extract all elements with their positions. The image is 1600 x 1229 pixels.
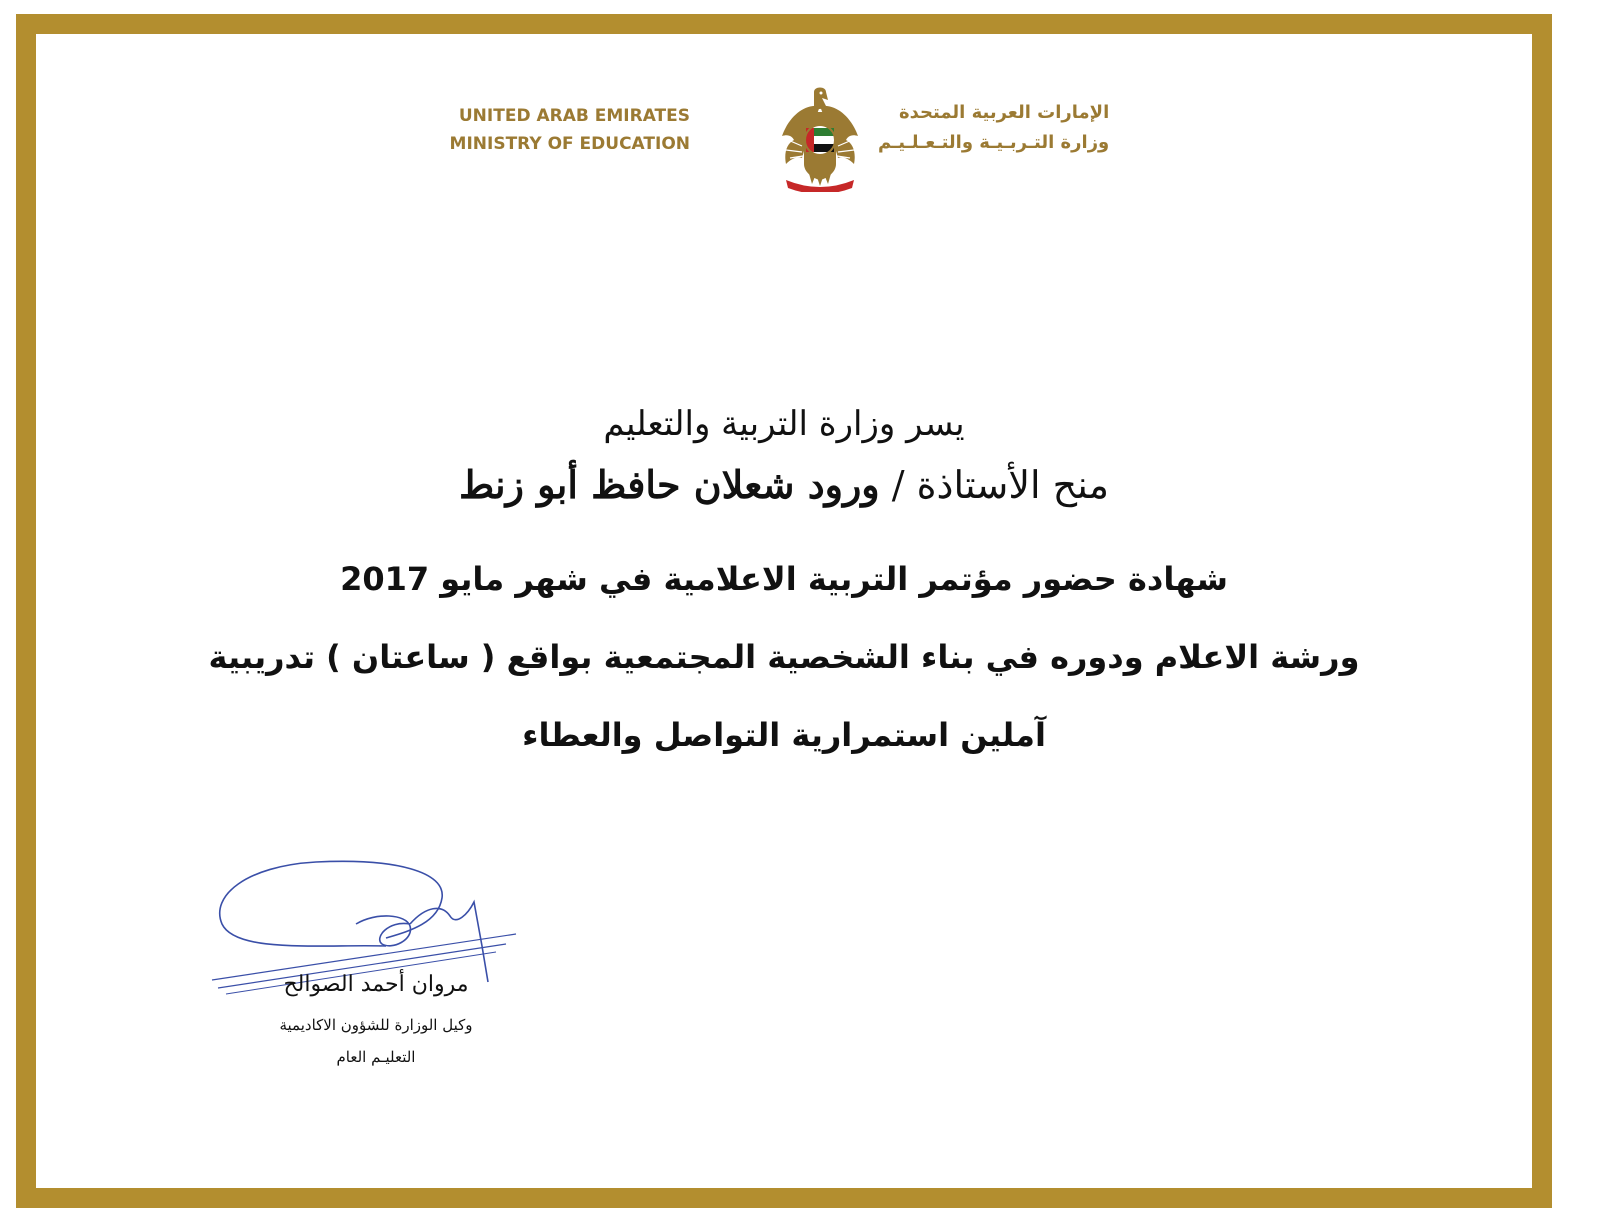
english-ministry-title: MINISTRY OF EDUCATION xyxy=(449,134,690,154)
english-ministry-name xyxy=(450,102,690,158)
arabic-ministry-name xyxy=(878,98,1109,158)
english-country-name: UNITED ARAB EMIRATES xyxy=(458,106,690,126)
signatory-department: التعليـم العام xyxy=(336,1048,416,1066)
signature-block xyxy=(206,854,526,1084)
recipient-name: ورود شعلان حافظ أبو زنط xyxy=(458,462,880,507)
certificate-attendance-line: شهادة حضور مؤتمر التربية الاعلامية في شهر مايو 2017 xyxy=(340,560,1228,598)
certificate-workshop-line: ورشة الاعلام ودوره في بناء الشخصية المجتمعية بواقع ( ساعتان ) تدريبية xyxy=(208,638,1360,676)
certificate-recipient-line xyxy=(36,462,1532,507)
arabic-country-name: الإمارات العربية المتحدة xyxy=(898,102,1110,123)
arabic-ministry-title: وزارة التـربـيـة والتـعـلـيـم xyxy=(878,132,1110,153)
recipient-prefix: منح الأستاذة / xyxy=(891,463,1110,507)
signatory-name: مروان أحمد الصوالح xyxy=(283,972,469,997)
certificate-frame xyxy=(16,14,1552,1208)
ministry-header xyxy=(36,84,1532,194)
signatory-title: وكيل الوزارة للشؤون الاكاديمية xyxy=(279,1016,473,1034)
certificate-intro: يسر وزارة التربية والتعليم xyxy=(603,404,965,444)
certificate-closing-line: آملين استمرارية التواصل والعطاء xyxy=(522,716,1046,754)
uae-falcon-emblem-icon xyxy=(776,84,864,192)
